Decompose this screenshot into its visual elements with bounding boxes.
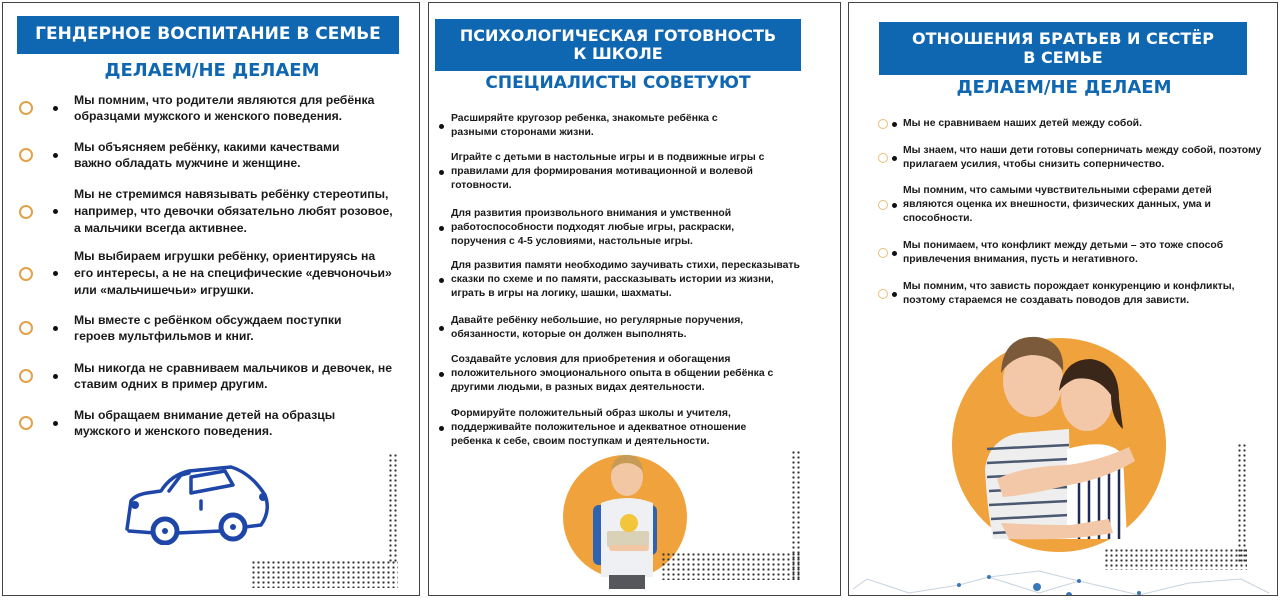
schoolboy-photo xyxy=(587,449,667,589)
bullet-icon xyxy=(439,170,444,175)
network-decoration xyxy=(849,563,1278,596)
bullet-icon xyxy=(439,426,444,431)
bullet-icon xyxy=(892,122,897,127)
poster-title-line2: К ШКОЛЕ xyxy=(573,44,663,63)
bullet-icon xyxy=(439,326,444,331)
poster-title-line1: ПСИХОЛОГИЧЕСКАЯ ГОТОВНОСТЬ xyxy=(459,25,777,45)
bullet-icon xyxy=(439,372,444,377)
list-item: Мы объясняем ребёнку, какими качествами важно обладать мужчине и женщине. xyxy=(19,139,409,171)
list-item: Мы понимаем, что конфликт между детьми – это тоже способ привлечения внимания, пусть и негативного. xyxy=(878,239,1273,267)
orange-ring-icon xyxy=(878,119,888,129)
poster-title-banner xyxy=(435,19,801,71)
list-item: Мы помним, что самыми чувствительными сферами детей являются оценка их внешности, физических данных, ума и способности. xyxy=(878,184,1273,226)
bullet-icon xyxy=(53,209,58,214)
orange-ring-icon xyxy=(19,205,33,219)
bullet-icon xyxy=(439,226,444,231)
bullet-icon xyxy=(53,326,58,331)
orange-ring-icon xyxy=(19,321,33,335)
poster-subtitle: ДЕЛАЕМ/НЕ ДЕЛАЕМ xyxy=(956,77,1172,98)
poster-siblings-relations xyxy=(848,2,1278,596)
bullet-icon xyxy=(53,421,58,426)
list-item: Мы вместе с ребёнком обсуждаем поступки героев мультфильмов и книг. xyxy=(19,312,414,344)
dot-pattern-vertical xyxy=(388,453,398,563)
orange-ring-icon xyxy=(19,369,33,383)
orange-ring-icon xyxy=(19,267,33,281)
poster-subtitle: СПЕЦИАЛИСТЫ СОВЕТУЮТ xyxy=(485,73,751,93)
orange-ring-icon xyxy=(19,101,33,115)
list-item: Мы помним, что зависть порождает конкуренцию и конфликты, поэтому стараемся не создавать поводов для зависти. xyxy=(878,280,1273,308)
hugging-children-photo xyxy=(979,329,1149,549)
orange-ring-icon xyxy=(878,153,888,163)
poster-school-readiness xyxy=(428,2,841,596)
list-item: Мы знаем, что наши дети готовы соперничать между собой, поэтому прилагаем усилия, чтобы снизить соперничество. xyxy=(878,144,1273,172)
car-drawing xyxy=(121,465,291,545)
list-item: Мы выбираем игрушки ребёнку, ориентируясь на его интересы, а не на специфические «девчоночьи» или «мальчишечьи» игрушки. xyxy=(19,248,414,299)
poster-subtitle: ДЕЛАЕМ/НЕ ДЕЛАЕМ xyxy=(104,60,320,81)
bullet-icon xyxy=(53,374,58,379)
bullet-icon xyxy=(53,271,58,276)
poster-title-line2: В СЕМЬЕ xyxy=(1023,47,1103,67)
dot-pattern-horizontal xyxy=(251,560,398,588)
list-item: Мы обращаем внимание детей на образцы мужского и женского поведения. xyxy=(19,407,414,439)
poster-title-banner xyxy=(17,16,399,54)
orange-ring-icon xyxy=(878,289,888,299)
list-item: Для развития произвольного внимания и умственной работоспособности подходят любые игры, раскраски, поручения с 4-5 условиями, настольные игры. xyxy=(439,207,834,249)
bullet-icon xyxy=(53,153,58,158)
dot-pattern-horizontal xyxy=(661,552,801,580)
orange-ring-icon xyxy=(19,416,33,430)
list-item: Давайте ребёнку небольшие, но регулярные поручения, обязанности, которые он должен выполнять. xyxy=(439,314,834,342)
list-item: Мы не стремимся навязывать ребёнку стереотипы, например, что девочки обязательно любят розовое, а мальчики всегда активнее. xyxy=(19,186,414,237)
dot-pattern-vertical xyxy=(1237,443,1247,563)
bullet-icon xyxy=(53,106,58,111)
list-item: Для развития памяти необходимо заучивать стихи, пересказывать сказки по схеме и по памяти, рассказывать истории из жизни, играть в игры на логику, шашки, шахматы. xyxy=(439,259,834,301)
bullet-icon xyxy=(892,292,897,297)
list-item: Мы не сравниваем наших детей между собой. xyxy=(878,117,1273,131)
orange-ring-icon xyxy=(19,148,33,162)
orange-ring-icon xyxy=(878,200,888,210)
bullet-icon xyxy=(439,278,444,283)
list-item: Расширяйте кругозор ребенка, знакомьте ребёнка с разными сторонами жизни. xyxy=(439,112,834,140)
list-item: Формируйте положительный образ школы и учителя, поддерживайте положительное и адекватное отношение ребенка к себе, своим поступкам и деятельности. xyxy=(439,407,834,449)
poster-title: ГЕНДЕРНОЕ ВОСПИТАНИЕ В СЕМЬЕ xyxy=(35,24,381,45)
list-item: Мы никогда не сравниваем мальчиков и девочек, не ставим одних в пример другим. xyxy=(19,360,414,392)
poster-title-banner xyxy=(879,22,1247,75)
bullet-icon xyxy=(892,156,897,161)
list-item: Создавайте условия для приобретения и обогащения положительного эмоционального опыта в общении ребёнка с другими людьми, в разных видах деятельности. xyxy=(439,353,834,395)
list-item: Играйте с детьми в настольные игры и в подвижные игры с правилами для формирования мотивационной и волевой готовности. xyxy=(439,151,834,193)
bullet-icon xyxy=(439,124,444,129)
list-item: Мы помним, что родители являются для ребёнка образцами мужского и женского поведения. xyxy=(19,92,409,124)
poster-title-line1: ОТНОШЕНИЯ БРАТЬЕВ И СЕСТЁР xyxy=(912,29,1214,49)
bullet-icon xyxy=(892,203,897,208)
orange-ring-icon xyxy=(878,248,888,258)
poster-gender-education xyxy=(2,2,420,596)
bullet-icon xyxy=(892,251,897,256)
